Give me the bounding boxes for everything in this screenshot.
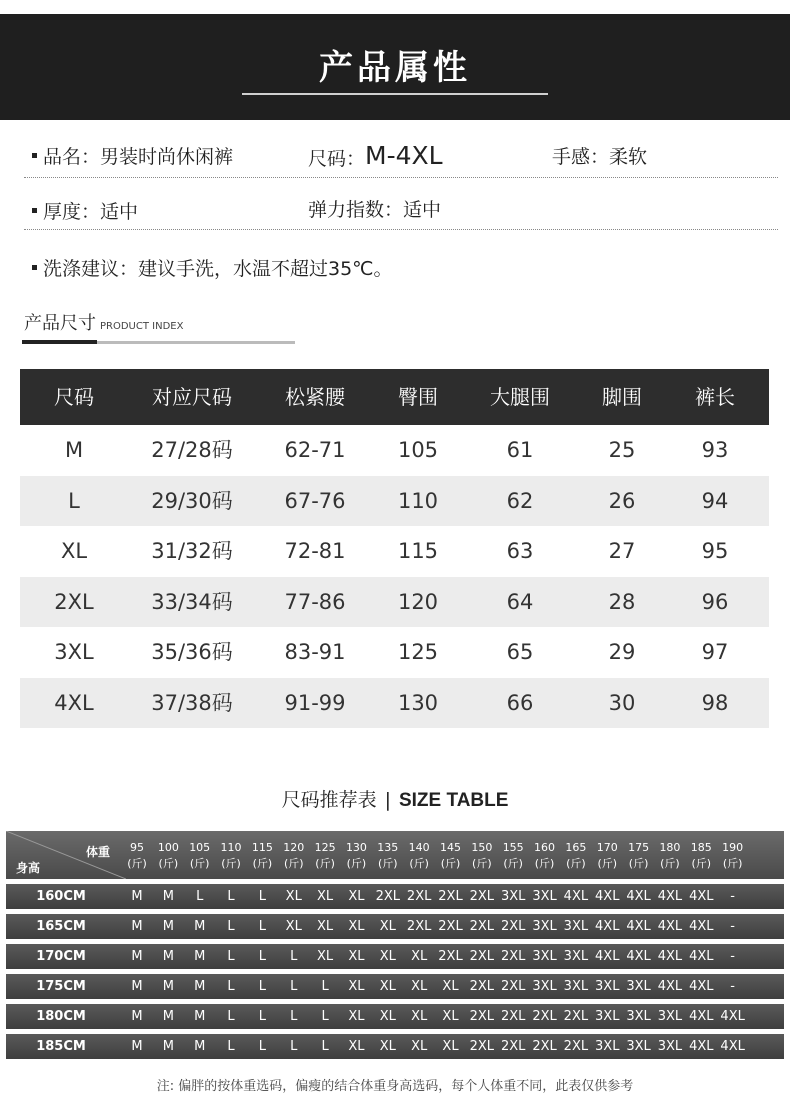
size-cell: 2XL <box>438 919 463 934</box>
size-cell: - <box>730 949 735 964</box>
size-cell: L <box>227 1039 235 1054</box>
weight-unit: (斤) <box>127 857 147 870</box>
weight-column-header <box>215 841 247 870</box>
table-cell: 91-99 <box>284 690 346 715</box>
size-cell: 3XL <box>563 979 589 994</box>
table-cell: 105 <box>397 438 439 462</box>
weight-column-header <box>560 841 592 870</box>
weight-column-header <box>435 841 467 870</box>
size-cell: M <box>162 949 174 964</box>
section-underline-light <box>97 341 295 344</box>
header-cell: 大腿围 <box>490 385 550 409</box>
size-cell: M <box>131 919 143 934</box>
size-cell: 4XL <box>689 979 714 994</box>
table-cell: 25 <box>608 438 636 462</box>
size-cell: L <box>290 1039 298 1054</box>
weight-column-header <box>372 841 404 870</box>
title-underline <box>242 93 548 95</box>
weight-value: 175 <box>628 841 650 854</box>
size-cell: L <box>196 889 204 904</box>
weight-unit: (斤) <box>472 857 492 870</box>
size-cell: 2XL <box>532 1009 557 1024</box>
weight-column-header <box>591 841 623 870</box>
table-cell: 110 <box>397 488 439 513</box>
size-cell: - <box>730 979 735 994</box>
height-cell: 160CM <box>36 889 86 904</box>
size-cell: 2XL <box>438 949 463 964</box>
size-cell: XL <box>411 979 428 994</box>
table-cell: 61 <box>506 438 534 462</box>
table-cell: 4XL <box>54 690 94 715</box>
table-cell: 125 <box>397 640 439 664</box>
size-cell: XL <box>317 889 334 904</box>
header-cell: 脚围 <box>602 385 642 409</box>
size-cell: L <box>321 1039 329 1054</box>
size-cell: 3XL <box>657 1039 683 1054</box>
table-cell: 95 <box>701 539 729 563</box>
size-cell: L <box>227 949 235 964</box>
table-cell: 62 <box>506 488 534 513</box>
size-cell: L <box>258 979 267 994</box>
size-cell: 4XL <box>657 979 683 994</box>
table-cell: 27 <box>608 539 636 563</box>
weight-value: 165 <box>565 841 587 854</box>
size-cell: 4XL <box>626 889 651 904</box>
header-cell: 臀围 <box>398 385 438 409</box>
size-cell: - <box>730 889 735 904</box>
table-cell: 26 <box>608 488 636 513</box>
section-underline <box>22 340 97 344</box>
size-cell: 2XL <box>532 1039 557 1054</box>
weight-unit: (斤) <box>409 857 429 870</box>
weight-column-header <box>685 841 717 870</box>
section-title <box>24 309 183 335</box>
size-cell: 4XL <box>689 1009 714 1024</box>
size-cell: L <box>321 1009 329 1024</box>
size-cell: XL <box>379 979 396 994</box>
recommend-title-separator: | <box>384 789 391 811</box>
attr-wash: 洗涤建议：建议手洗，水温不超过35℃。 <box>32 254 393 281</box>
size-cell: 4XL <box>657 949 683 964</box>
size-cell: M <box>131 1009 143 1024</box>
weight-unit: (斤) <box>378 857 398 870</box>
size-cell: 2XL <box>500 919 526 934</box>
size-cell: L <box>227 1009 235 1024</box>
weight-value: 160 <box>534 841 556 854</box>
recommend-title-cn: 尺码推荐表 <box>281 789 377 811</box>
size-cell: 4XL <box>689 1039 714 1054</box>
size-cell: M <box>131 979 143 994</box>
divider <box>24 177 778 178</box>
weight-column-header <box>529 841 561 870</box>
footnote: 注: 偏胖的按体重选码，偏瘦的结合体重身高选码，每个人体重不同，此表仅供参考 <box>156 1079 634 1094</box>
weight-value: 100 <box>157 841 179 854</box>
weight-label: 体重 <box>86 845 111 859</box>
size-cell: 2XL <box>563 1009 589 1024</box>
weight-column-header <box>466 841 498 870</box>
size-cell: M <box>194 979 206 994</box>
size-table-header <box>20 369 769 425</box>
size-cell: XL <box>285 889 302 904</box>
size-cell: - <box>730 919 735 934</box>
size-cell: XL <box>379 919 396 934</box>
table-cell: 27/28码 <box>151 438 233 462</box>
attribute-row-3 <box>24 254 778 280</box>
recommend-row <box>6 1034 784 1059</box>
weight-unit: (斤) <box>566 857 586 870</box>
weight-value: 135 <box>377 841 399 854</box>
size-cell: M <box>194 1039 206 1054</box>
weight-column-header <box>623 841 655 870</box>
size-cell: 4XL <box>595 889 620 904</box>
size-cell: 3XL <box>657 1009 683 1024</box>
size-cell: XL <box>348 1039 365 1054</box>
table-row <box>20 577 769 628</box>
size-cell: XL <box>442 1039 459 1054</box>
attr-feel: 手感：柔软 <box>552 146 648 168</box>
size-cell: 4XL <box>595 949 620 964</box>
weight-value: 190 <box>722 841 744 854</box>
header-cell: 裤长 <box>695 385 735 409</box>
table-cell: 83-91 <box>284 640 346 664</box>
size-cell: 3XL <box>626 1039 651 1054</box>
table-cell: 29/30码 <box>151 488 233 513</box>
weight-value: 185 <box>690 841 712 854</box>
table-cell: 67-76 <box>284 488 346 513</box>
header-cell: 松紧腰 <box>285 385 345 409</box>
size-cell: M <box>162 1039 174 1054</box>
weight-value: 150 <box>471 841 493 854</box>
attr-thickness: 厚度：适中 <box>32 197 138 224</box>
divider <box>24 229 778 230</box>
size-cell: XL <box>285 919 302 934</box>
weight-column-header <box>497 841 529 870</box>
bullet-icon <box>32 208 37 213</box>
weight-unit: (斤) <box>346 857 367 870</box>
recommend-header <box>6 831 784 879</box>
height-cell: 175CM <box>36 979 86 994</box>
table-cell: 98 <box>701 690 729 715</box>
size-cell: 3XL <box>595 1039 620 1054</box>
table-cell: 37/38码 <box>151 690 233 715</box>
recommend-row <box>6 884 784 909</box>
header-banner <box>0 14 790 120</box>
size-cell: 3XL <box>626 1009 651 1024</box>
size-cell: 4XL <box>626 949 651 964</box>
table-cell: 115 <box>397 539 439 563</box>
size-cell: 2XL <box>469 1039 495 1054</box>
table-cell: 30 <box>608 690 636 715</box>
weight-unit: (斤) <box>189 857 210 870</box>
size-cell: 2XL <box>406 919 432 934</box>
table-cell: 65 <box>506 640 534 664</box>
size-cell: 4XL <box>657 889 683 904</box>
table-cell: L <box>68 488 80 513</box>
size-cell: M <box>162 1009 174 1024</box>
size-cell: L <box>227 979 235 994</box>
size-cell: 2XL <box>469 889 495 904</box>
size-cell: 4XL <box>689 919 714 934</box>
table-cell: M <box>64 438 84 462</box>
table-row <box>20 678 769 729</box>
size-cell: 4XL <box>626 919 651 934</box>
size-cell: 3XL <box>595 1009 620 1024</box>
size-cell: 2XL <box>406 889 432 904</box>
bullet-icon <box>32 265 37 270</box>
weight-unit: (斤) <box>722 857 743 870</box>
size-cell: XL <box>317 949 334 964</box>
weight-unit: (斤) <box>503 857 523 870</box>
size-cell: 4XL <box>689 949 714 964</box>
table-cell: 93 <box>701 438 729 462</box>
weight-value: 115 <box>251 841 273 854</box>
size-cell: XL <box>411 1009 428 1024</box>
size-cell: XL <box>442 1009 459 1024</box>
weight-unit: (斤) <box>597 857 618 870</box>
height-cell: 165CM <box>36 919 86 934</box>
size-cell: M <box>194 1009 206 1024</box>
size-cell: M <box>131 1039 143 1054</box>
weight-value: 180 <box>659 841 681 854</box>
table-cell: 2XL <box>54 589 94 614</box>
size-cell: M <box>131 889 143 904</box>
table-cell: 31/32码 <box>151 539 233 563</box>
weight-column-header <box>152 841 184 870</box>
weight-unit: (斤) <box>691 857 712 870</box>
size-cell: 4XL <box>657 919 683 934</box>
height-cell: 185CM <box>36 1039 86 1054</box>
table-cell: 35/36码 <box>151 640 233 664</box>
size-cell: L <box>258 1009 267 1024</box>
table-row <box>20 526 769 577</box>
size-cell: 4XL <box>689 889 714 904</box>
size-cell: M <box>162 979 174 994</box>
size-cell: 2XL <box>500 979 526 994</box>
recommend-title-en: SIZE TABLE <box>398 790 509 811</box>
table-cell: 29 <box>608 640 636 664</box>
recommend-row <box>6 944 784 969</box>
weight-value: 105 <box>189 841 211 854</box>
size-cell: 3XL <box>626 979 651 994</box>
size-cell: L <box>258 1039 267 1054</box>
recommend-row <box>6 1004 784 1029</box>
weight-unit: (斤) <box>534 857 555 870</box>
section-title-en: PRODUCT INDEX <box>100 321 184 332</box>
weight-column-header <box>654 841 686 870</box>
size-cell: M <box>162 889 174 904</box>
table-row <box>20 627 769 678</box>
size-cell: L <box>227 889 235 904</box>
size-cell: 3XL <box>532 949 557 964</box>
attribute-row-2 <box>24 197 778 223</box>
table-cell: 64 <box>506 589 534 614</box>
size-cell: XL <box>411 1039 428 1054</box>
size-cell: M <box>194 919 206 934</box>
size-cell: 3XL <box>500 889 526 904</box>
weight-column-header <box>184 841 216 870</box>
weight-value: 110 <box>220 841 242 854</box>
size-cell: XL <box>348 889 365 904</box>
table-row <box>20 425 769 476</box>
header-cell: 尺码 <box>54 385 94 409</box>
size-cell: 2XL <box>563 1039 589 1054</box>
size-cell: 3XL <box>532 919 557 934</box>
table-cell: 28 <box>608 589 636 614</box>
attribute-row-1 <box>24 142 778 168</box>
weight-unit: (斤) <box>628 857 649 870</box>
size-cell: M <box>194 949 206 964</box>
recommend-title <box>0 785 790 812</box>
weight-value: 155 <box>502 841 524 854</box>
table-cell: 120 <box>397 589 439 614</box>
size-cell: XL <box>348 979 365 994</box>
section-title-cn: 产品尺寸 <box>24 313 96 334</box>
table-cell: 33/34码 <box>151 589 233 614</box>
weight-unit: (斤) <box>283 857 304 870</box>
size-cell: L <box>290 1009 298 1024</box>
weight-column-header <box>278 841 310 870</box>
recommend-row <box>6 914 784 939</box>
table-row <box>20 476 769 527</box>
weight-unit: (斤) <box>252 857 273 870</box>
weight-value: 125 <box>314 841 336 854</box>
size-cell: 4XL <box>720 1009 745 1024</box>
size-cell: XL <box>317 919 334 934</box>
weight-value: 170 <box>596 841 618 854</box>
size-cell: L <box>258 919 267 934</box>
size-cell: L <box>321 979 329 994</box>
size-cell: 4XL <box>595 919 620 934</box>
size-cell: 3XL <box>532 979 557 994</box>
size-cell: XL <box>348 949 365 964</box>
table-cell: 97 <box>701 640 729 664</box>
table-cell: 72-81 <box>284 539 346 563</box>
size-cell: 3XL <box>563 919 589 934</box>
size-cell: 2XL <box>500 949 526 964</box>
height-cell: 170CM <box>36 949 86 964</box>
attr-name: 品名：男装时尚休闲裤 <box>32 142 233 169</box>
weight-unit: (斤) <box>440 857 461 870</box>
weight-unit: (斤) <box>660 857 680 870</box>
size-cell: XL <box>379 1039 396 1054</box>
size-cell: XL <box>442 979 459 994</box>
weight-value: 145 <box>440 841 461 854</box>
size-cell: 2XL <box>469 979 495 994</box>
table-cell: XL <box>60 539 88 563</box>
size-cell: L <box>227 919 235 934</box>
recommend-table <box>6 831 784 1059</box>
size-cell: 3XL <box>532 889 557 904</box>
size-cell: 2XL <box>500 1039 526 1054</box>
size-cell: L <box>258 889 267 904</box>
size-cell: 4XL <box>563 889 589 904</box>
weight-unit: (斤) <box>221 857 241 870</box>
size-cell: XL <box>379 1009 396 1024</box>
table-cell: 66 <box>506 690 534 715</box>
weight-column-header <box>121 841 153 870</box>
size-cell: L <box>290 979 298 994</box>
bullet-icon <box>32 153 37 158</box>
weight-value: 130 <box>345 841 367 854</box>
height-cell: 180CM <box>36 1009 86 1024</box>
size-cell: 4XL <box>720 1039 745 1054</box>
table-cell: 62-71 <box>284 438 346 462</box>
size-cell: XL <box>348 919 365 934</box>
weight-unit: (斤) <box>158 857 179 870</box>
size-table <box>20 369 769 728</box>
size-cell: 2XL <box>375 889 400 904</box>
attr-elasticity: 弹力指数：适中 <box>308 199 442 221</box>
size-cell: 2XL <box>438 889 463 904</box>
recommend-row <box>6 974 784 999</box>
attr-size: 尺码：M-4XL <box>308 141 443 170</box>
weight-value: 95 <box>130 841 144 854</box>
weight-value: 140 <box>408 841 430 854</box>
weight-value: 120 <box>283 841 305 854</box>
size-cell: 2XL <box>500 1009 526 1024</box>
weight-column-header <box>340 841 372 870</box>
size-cell: XL <box>379 949 396 964</box>
table-cell: 94 <box>701 488 729 513</box>
weight-column-header <box>717 841 749 870</box>
page-title: 产品属性 <box>319 48 471 88</box>
weight-column-header <box>309 841 341 870</box>
height-label: 身高 <box>16 861 41 875</box>
header-cell: 对应尺码 <box>152 385 232 409</box>
size-cell: 3XL <box>595 979 620 994</box>
weight-unit: (斤) <box>315 857 335 870</box>
table-cell: 96 <box>701 589 729 614</box>
size-cell: 3XL <box>563 949 589 964</box>
table-cell: 3XL <box>54 640 94 664</box>
size-cell: M <box>131 949 143 964</box>
size-cell: L <box>258 949 267 964</box>
table-cell: 130 <box>397 690 439 715</box>
table-cell: 77-86 <box>284 589 346 614</box>
size-cell: 2XL <box>469 1009 495 1024</box>
weight-column-header <box>403 841 435 870</box>
size-cell: 2XL <box>469 919 495 934</box>
table-cell: 63 <box>506 539 534 563</box>
size-cell: L <box>290 949 298 964</box>
weight-column-header <box>246 841 278 870</box>
size-cell: M <box>162 919 174 934</box>
size-cell: XL <box>411 949 428 964</box>
size-cell: XL <box>348 1009 365 1024</box>
size-cell: 2XL <box>469 949 495 964</box>
